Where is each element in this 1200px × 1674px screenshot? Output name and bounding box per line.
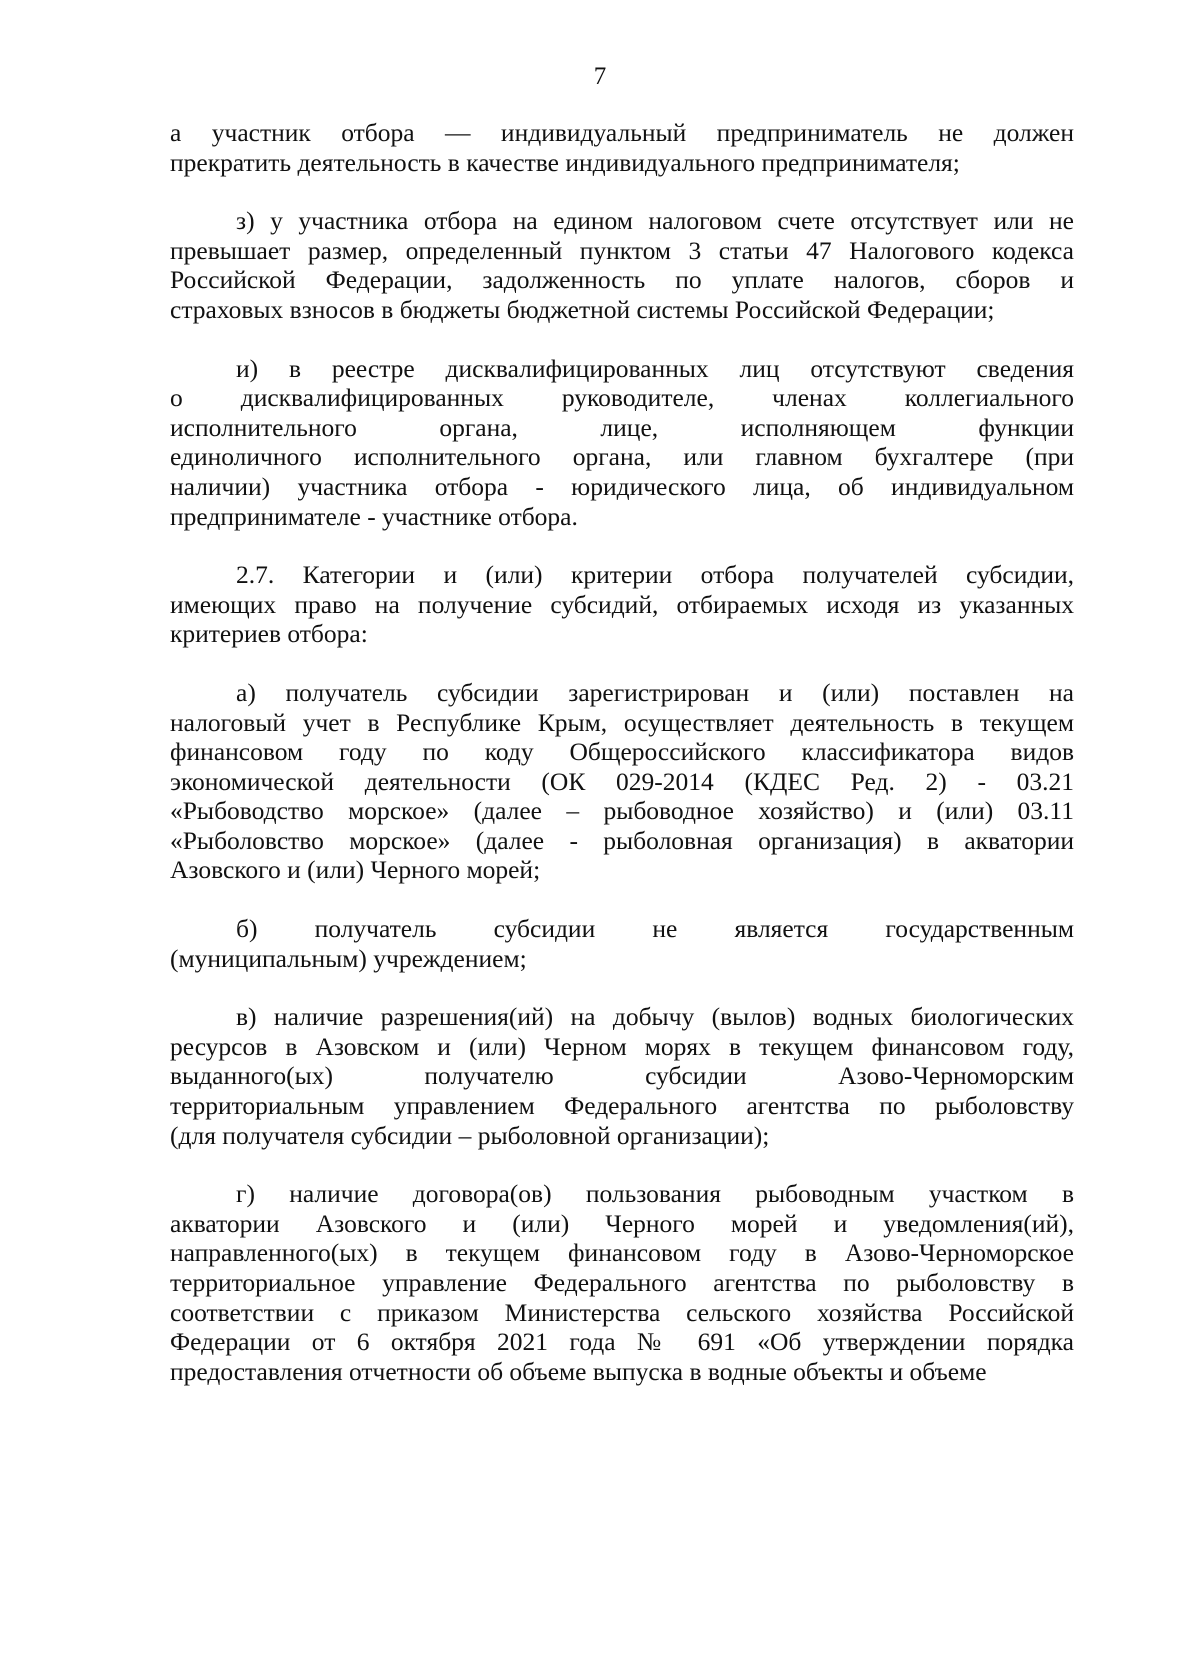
text-line: Российской Федерации, задолженность по уплате налогов, сборов и <box>170 265 1074 295</box>
text-line: «Рыбоводство морское» (далее – рыбоводное хозяйство) и (или) 03.11 <box>170 796 1074 826</box>
text-line: о дисквалифицированных руководителе, членах коллегиального <box>170 383 1074 413</box>
text-line: прекратить деятельность в качестве индивидуального предпринимателя; <box>170 147 960 177</box>
page-number: 7 <box>593 63 607 90</box>
text-line: Федерации от 6 октября 2021 года № 691 «Об утверждении порядка <box>170 1327 1074 1357</box>
text-line: 2.7. Категории и (или) критерии отбора получателей субсидии, <box>236 560 1074 590</box>
text-line: исполнительного органа, лице, исполняющем функции <box>170 412 1074 442</box>
text-line: критериев отбора: <box>170 619 368 649</box>
paragraph-item-z <box>170 206 1074 324</box>
text-line: территориальным управлением Федерального агентства по рыболовству <box>170 1091 1074 1121</box>
text-line: а) получатель субсидии зарегистрирован и (или) поставлен на <box>236 677 1074 707</box>
text-line: финансовом году по коду Общероссийского классификатора видов <box>170 737 1074 767</box>
text-line: и) в реестре дисквалифицированных лиц отсутствуют сведения <box>236 353 1074 383</box>
text-line: акватории Азовского и (или) Черного морей и уведомления(ий), <box>170 1208 1074 1238</box>
text-line: б) получатель субсидии не является государственным <box>236 914 1074 944</box>
text-line: территориальное управление Федерального агентства по рыболовству в <box>170 1268 1074 1297</box>
text-line: в) наличие разрешения(ий) на добычу (вылов) водных биологических <box>236 1002 1074 1032</box>
text-line: а участник отбора — индивидуальный предприниматель не должен <box>170 118 1074 147</box>
paragraph-item-i <box>170 354 1074 532</box>
text-line: выданного(ых) получателю субсидии Азово-Черноморским <box>170 1061 1074 1091</box>
text-line: г) наличие договора(ов) пользования рыбоводным участком в <box>236 1179 1074 1209</box>
text-line: Азовского и (или) Черного морей; <box>170 855 541 885</box>
text-line: «Рыболовство морское» (далее - рыболовная организация) в акватории <box>170 825 1074 855</box>
text-line: предоставления отчетности об объеме выпуска в водные объекты и объеме <box>170 1356 987 1386</box>
text-line: предпринимателе - участнике отбора. <box>170 501 578 531</box>
text-line: з) у участника отбора на едином налоговом счете отсутствует или не <box>236 206 1074 236</box>
paragraph-item-g <box>170 1179 1074 1386</box>
text-line: страховых взносов в бюджеты бюджетной системы Российской Федерации; <box>170 294 995 324</box>
paragraph-section-2-7 <box>170 560 1074 649</box>
text-line: ресурсов в Азовском и (или) Черном морях в текущем финансовом году, <box>170 1031 1074 1061</box>
text-line: соответствии с приказом Министерства сельского хозяйства Российской <box>170 1297 1074 1327</box>
text-line: наличии) участника отбора - юридического лица, об индивидуальном <box>170 471 1074 501</box>
text-line: имеющих право на получение субсидий, отбираемых исходя из указанных <box>170 589 1074 619</box>
paragraph-item-v <box>170 1002 1074 1150</box>
document-body <box>170 118 1074 1415</box>
paragraph-item-b <box>170 914 1074 973</box>
text-line: налоговый учет в Республике Крым, осуществляет деятельность в текущем <box>170 707 1074 737</box>
text-line: превышает размер, определенный пунктом 3 статьи 47 Налогового кодекса <box>170 235 1074 265</box>
text-line: (муниципальным) учреждением; <box>170 943 527 973</box>
text-line: направленного(ых) в текущем финансовом году в Азово-Черноморское <box>170 1238 1074 1268</box>
text-line: единоличного исполнительного органа, или главном бухгалтере (при <box>170 442 1074 472</box>
paragraph-continuation <box>170 118 1074 177</box>
text-line: (для получателя субсидии – рыболовной организации); <box>170 1120 770 1150</box>
text-line: экономической деятельности (ОК 029-2014 (КДЕС Ред. 2) - 03.21 <box>170 766 1074 796</box>
paragraph-item-a <box>170 678 1074 885</box>
